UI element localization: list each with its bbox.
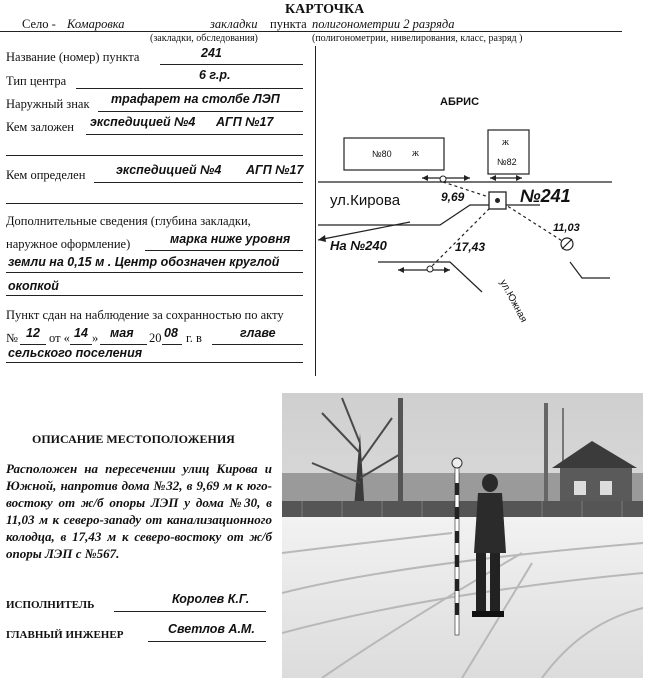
point-name-label: Название (номер) пункта xyxy=(6,50,140,64)
act-number-value: 12 xyxy=(26,326,40,340)
card-title: КАРТОЧКА xyxy=(285,2,365,17)
to-240-label: На №240 xyxy=(330,238,387,253)
determined-by-label: Кем определен xyxy=(6,168,86,182)
laid-by-value-1: экспедицией №4 xyxy=(90,115,196,129)
point-name-value: 241 xyxy=(201,46,222,60)
act-quote-close: » xyxy=(92,331,99,345)
extra-info-label-2: наружное оформление) xyxy=(6,237,131,251)
dist-1743-line xyxy=(430,200,498,268)
dist-1103-label: 11,03 xyxy=(553,222,580,234)
executor-value: Королев К.Г. xyxy=(172,592,250,606)
extra-info-label-1: Дополнительные сведения (глубина закладки, xyxy=(6,214,251,228)
pole-567-icon xyxy=(427,266,433,272)
location-description: Расположен на пересечении улиц Кирова и Южной, напротив дома №32, в 9,69 м к юго-востоку от ж/б опоры ЛЭП у дома №30, в 11,03 м к северо-западу от канализационного колодца, в 17,43 м к северо-востоку от ж/б опоры ЛЭП с №567. xyxy=(6,461,272,561)
house-80-number: №80 xyxy=(372,149,392,159)
house-82-number: №82 xyxy=(497,157,517,167)
village-value: Комаровка xyxy=(67,17,125,31)
outer-sign-value: трафарет на столбе ЛЭП xyxy=(111,92,280,106)
laid-by-value-2: АГП №17 xyxy=(216,115,274,129)
act-suffix-label: г. в xyxy=(186,331,202,345)
act-from-label: от « xyxy=(49,331,70,345)
determined-by-value-1: экспедицией №4 xyxy=(116,163,222,177)
point-241-label: №241 xyxy=(520,186,571,206)
determined-by-value-2: АГП №17 xyxy=(246,163,304,177)
point-word: пункта xyxy=(270,17,307,31)
site-photo xyxy=(282,393,643,678)
hint-left: (закладки, обследования) xyxy=(150,33,258,44)
executor-label: ИСПОЛНИТЕЛЬ xyxy=(6,599,95,611)
dist-1743-label: 17,43 xyxy=(455,240,486,254)
hint-right: (полигонометрии, нивелирования, класс, разряд ) xyxy=(312,33,523,44)
center-type-label: Тип центра xyxy=(6,74,67,88)
abris-title: АБРИС xyxy=(440,96,480,108)
extra-info-value-1: марка ниже уровня xyxy=(170,232,291,246)
dist-969-label: 9,69 xyxy=(441,190,465,204)
center-type-value: 6 г.р. xyxy=(199,68,231,82)
pole-near-house-30-icon xyxy=(440,176,446,182)
act-year-value: 08 xyxy=(164,326,178,340)
house-80-outline xyxy=(344,138,444,170)
house-82-letter: ж xyxy=(502,137,509,148)
act-to-value-1: главе xyxy=(240,326,276,340)
act-day-value: 14 xyxy=(74,326,88,340)
laid-by-label: Кем заложен xyxy=(6,120,74,134)
act-number-prefix: № xyxy=(6,331,18,345)
house-80-letter: ж xyxy=(412,148,419,159)
act-month-value: мая xyxy=(110,326,134,340)
chief-engineer-line xyxy=(148,641,266,642)
executor-line xyxy=(114,611,266,612)
location-heading: ОПИСАНИЕ МЕСТОПОЛОЖЕНИЯ xyxy=(32,432,235,446)
extra-info-value-2: земли на 0,15 м . Центр обозначен круглой xyxy=(8,255,280,269)
act-year-prefix: 20 xyxy=(149,331,162,345)
extra-info-value-3: окопкой xyxy=(8,279,59,293)
yuzhnaya-edge-east xyxy=(570,262,610,278)
handover-label: Пункт сдан на наблюдение за сохранностью по акту xyxy=(6,308,284,322)
village-label: Село - xyxy=(22,17,56,31)
chief-engineer-label: ГЛАВНЫЙ ИНЖЕНЕР xyxy=(6,629,124,641)
yuzhnaya-street-label: ул.Южная xyxy=(497,278,529,325)
chief-engineer-value: Светлов А.М. xyxy=(168,622,255,636)
outer-sign-label: Наружный знак xyxy=(6,97,90,111)
network-value: полигонометрии 2 разряда xyxy=(312,17,455,31)
point-type-value: закладки xyxy=(210,17,258,31)
kirova-street-label: ул.Кирова xyxy=(330,192,401,209)
act-to-value-2: сельского поселения xyxy=(8,346,143,360)
